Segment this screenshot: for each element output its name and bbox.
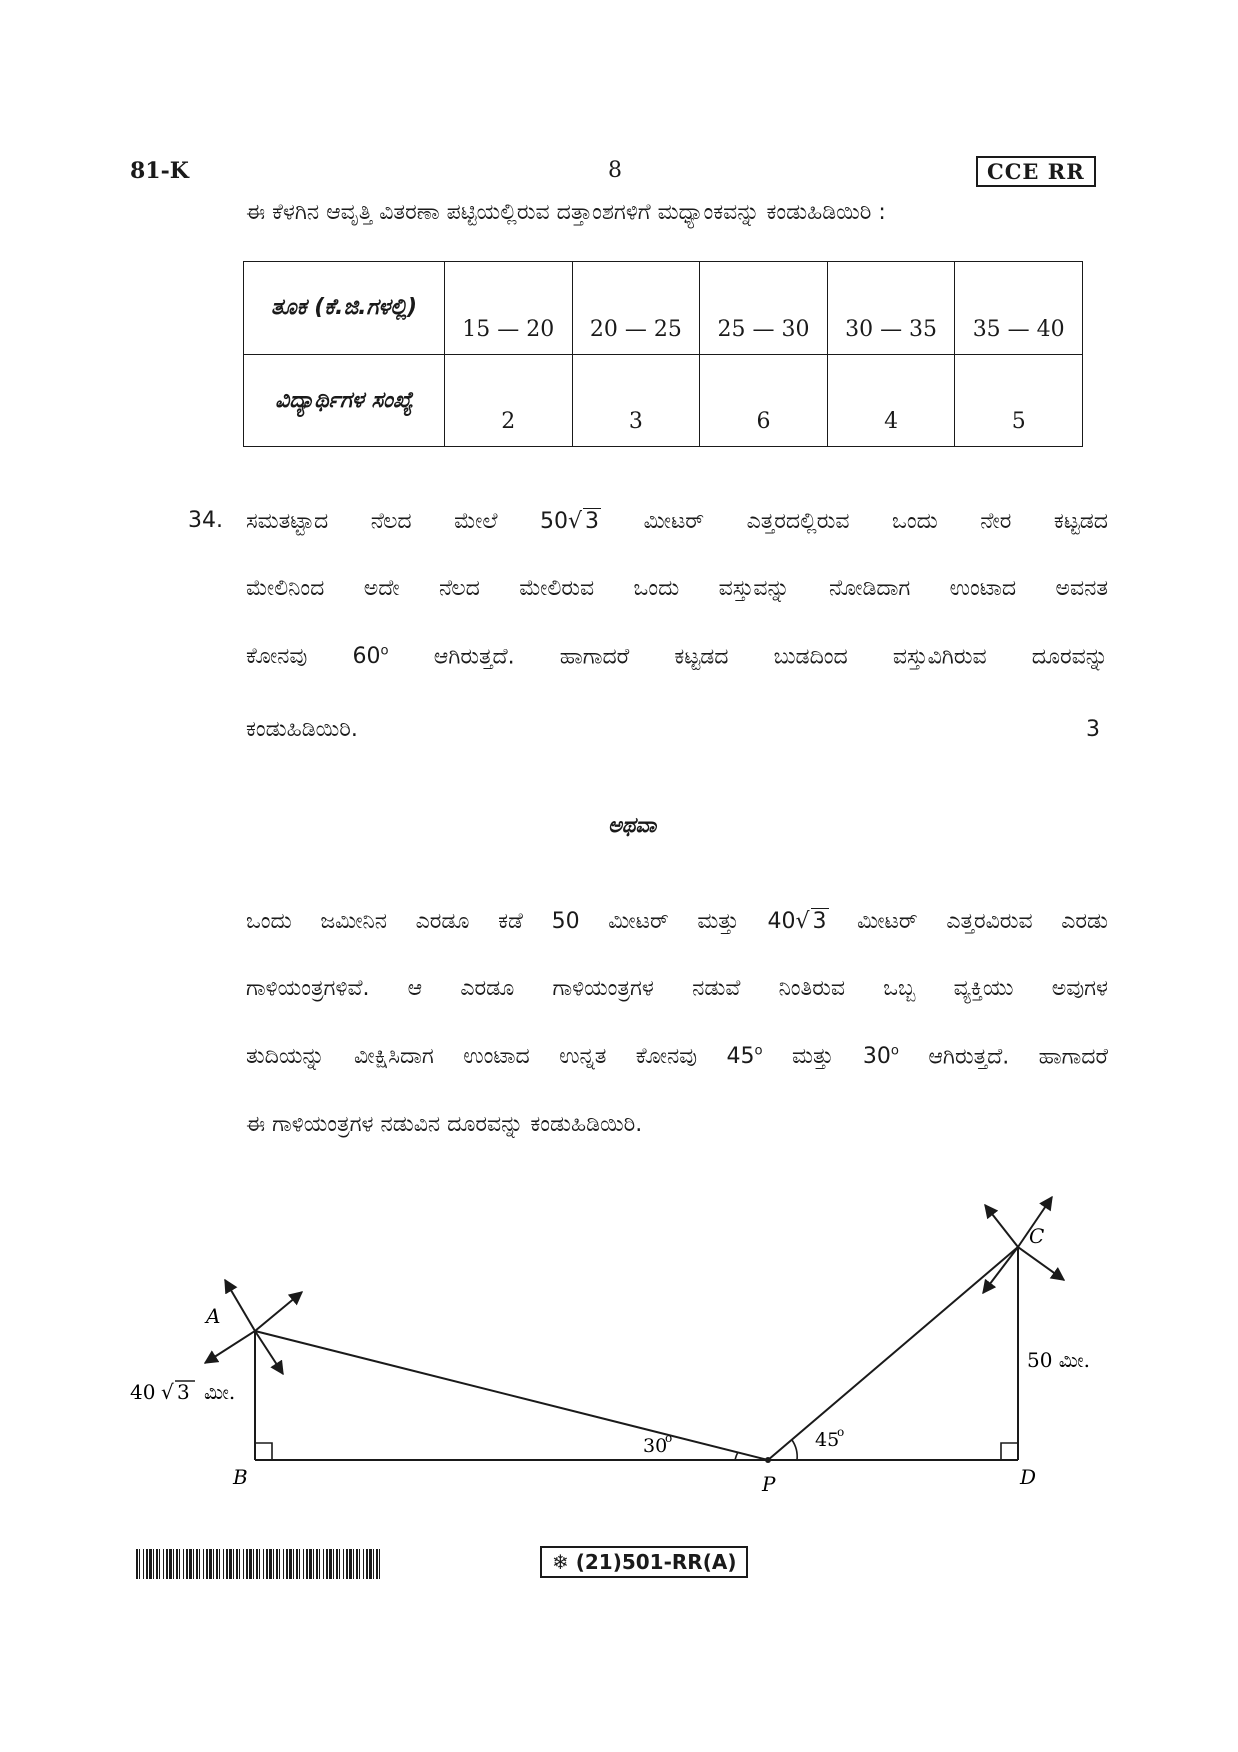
label-d: D	[1020, 1465, 1037, 1489]
angle-arc-30	[735, 1452, 738, 1460]
height-left-rad: 3	[177, 1380, 190, 1404]
alt-line-1: ಒಂದು ಜಮೀನಿನ ಎರಡೂ ಕಡೆ 50 ಮೀಟರ್ ಮತ್ತು 40√ 3 ಮೀಟರ್ ಎತ್ತರವಿರುವ ಎರಡು	[246, 909, 1108, 934]
frequency-cell: 5	[955, 354, 1083, 447]
label-p: P	[762, 1472, 776, 1496]
windmill-c-icon	[983, 1197, 1064, 1293]
angle-arc-45	[792, 1440, 797, 1460]
height-right: 50 ಮೀ.	[1027, 1348, 1091, 1372]
barcode-icon	[136, 1549, 380, 1579]
frequency-cell: 2	[445, 354, 573, 447]
q34-line-3: ಕೋನವು 60$^o$ ಆಗಿರುತ್ತದೆ. ಹಾಗಾದರೆ ಕಟ್ಟಡದ ಬುಡದಿಂದ ವಸ್ತುವಿಗಿರುವ ದೂರವನ್ನು	[246, 644, 1108, 670]
class-cell: 25 — 30	[700, 262, 828, 355]
angle-left-label: 30	[643, 1435, 668, 1457]
q34-line-2: ಮೇಲಿನಿಂದ ಅದೇ ನೆಲದ ಮೇಲಿರುವ ಒಂದು ವಸ್ತುವನ್ನು ನೋಡಿದಾಗ ಉಂಟಾದ ಅವನತ	[246, 576, 1108, 601]
right-angle-d	[1001, 1443, 1018, 1460]
alt-line-2: ಗಾಳಿಯಂತ್ರಗಳಿವೆ. ಆ ಎರಡೂ ಗಾಳಿಯಂತ್ರಗಳ ನಡುವೆ ನಿಂತಿರುವ ಒಬ್ಬ ವ್ಯಕ್ತಿಯು ಅವುಗಳ	[246, 976, 1108, 1001]
label-a: A	[206, 1304, 221, 1328]
or-label: ಅಥವಾ	[608, 813, 657, 837]
sqrt-sign: √	[161, 1380, 174, 1404]
q34-line-4: ಕಂಡುಹಿಡಿಯಿರಿ.	[246, 717, 358, 742]
label-c: C	[1029, 1224, 1045, 1248]
students-header: ವಿದ್ಯಾರ್ಥಿಗಳ ಸಂಖ್ಯೆ	[244, 354, 445, 447]
label-b: B	[233, 1465, 248, 1489]
booklet-code: ❄ (21)501-RR(A)	[540, 1546, 748, 1578]
series-badge: CCE RR	[976, 156, 1096, 187]
angle-left-deg: o	[665, 1431, 673, 1445]
frequency-cell: 6	[700, 354, 828, 447]
q33-instruction: ಈ ಕೆಳಗಿನ ಆವೃತ್ತಿ ವಿತರಣಾ ಪಟ್ಟಿಯಲ್ಲಿರುವ ದತ್ತಾಂಶಗಳಿಗೆ ಮಧ್ಯಾಂಕವನ್ನು ಕಂಡುಹಿಡಿಯಿರಿ :	[246, 200, 886, 225]
weight-header: ತೂಕ (ಕೆ.ಜಿ.ಗಳಲ್ಲಿ)	[244, 262, 445, 355]
page-number: 8	[608, 158, 622, 183]
question-number: 34.	[188, 508, 223, 533]
class-cell: 20 — 25	[572, 262, 700, 355]
frequency-cell: 3	[572, 354, 700, 447]
paper-code: 81-K	[130, 158, 189, 184]
sight-line-pa	[255, 1331, 768, 1460]
height-left-unit: ಮೀ.	[204, 1380, 236, 1404]
snowflake-icon: ❄	[552, 1550, 569, 1574]
alt-line-4: ಈ ಗಾಳಿಯಂತ್ರಗಳ ನಡುವಿನ ದೂರವನ್ನು ಕಂಡುಹಿಡಿಯಿರಿ.	[246, 1112, 643, 1137]
marks: 3	[1086, 717, 1100, 742]
frequency-cell: 4	[827, 354, 955, 447]
q34-line-1: ಸಮತಟ್ಟಾದ ನೆಲದ ಮೇಲೆ 50√ 3 ಮೀಟರ್ ಎತ್ತರದಲ್ಲಿರುವ ಒಂದು ನೇರ ಕಟ್ಟಡದ	[246, 509, 1109, 534]
class-cell: 35 — 40	[955, 262, 1083, 355]
height-left-coef: 40	[130, 1380, 156, 1404]
class-cell: 15 — 20	[445, 262, 573, 355]
alt-line-3: ತುದಿಯನ್ನು ವೀಕ್ಷಿಸಿದಾಗ ಉಂಟಾದ ಉನ್ನತ ಕೋನವು 45$^o$ ಮತ್ತು 30$^o$ ಆಗಿರುತ್ತದೆ. ಹಾಗಾದರೆ	[246, 1044, 1109, 1070]
point-p	[765, 1457, 771, 1463]
class-cell: 30 — 35	[827, 262, 955, 355]
angle-right-label: 45	[815, 1429, 840, 1451]
right-angle-b	[255, 1443, 272, 1460]
angle-right-deg: o	[837, 1425, 845, 1439]
sight-line-pc	[768, 1247, 1018, 1460]
sqrt-expression: 50√ 3	[540, 509, 600, 534]
sqrt-expression: 40√ 3	[767, 909, 827, 934]
